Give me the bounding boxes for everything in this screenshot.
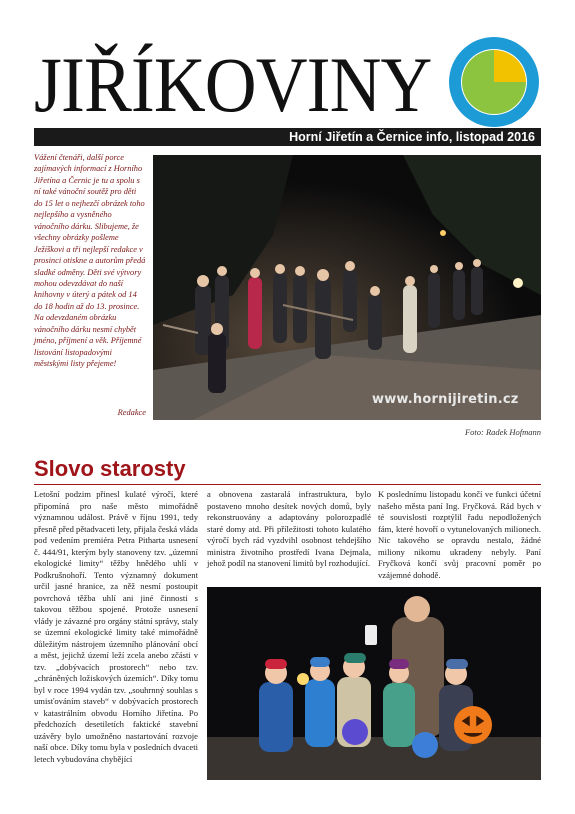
editorial-signature: Redakce [117,408,146,417]
title-rule [34,484,541,485]
logo-icon [448,36,540,128]
lantern-parade-photo [153,155,541,420]
article-title: Slovo starosty [34,456,186,481]
lantern-parade-illustration [153,155,541,420]
children-lanterns-photo [207,587,541,780]
newspaper-title: JIŘÍKOVINY [34,41,432,128]
photo-watermark: www.hornijiretin.cz [372,392,519,407]
photo-credit: Foto: Radek Hofmann [464,427,541,437]
issue-line: Horní Jiřetín a Černice info, listopad 2016 [289,130,535,144]
issue-bar [34,128,541,146]
children-lanterns-illustration [207,587,541,780]
masthead [34,38,449,130]
editorial-intro: Vážení čtenáři, další porce zajímavých informací z Horního Jiřetína a Černic je tu a spolu s ní také vánoční soutěž pro děti do 15 let o nejhezčí obrázek toho nejlepšího a vysněného vánočního dárku. Slibujeme, že všechny obrázky pošleme Ježíškovi a tři nejlepší redakce v prosinci otiskne a autorům předá sladké odměny. Děti své výtvory mohou odevzdávat do naší knihovny v úterý a pátek od 14 do 18 hodin až do 13. prosince. Na odevzdaném obrázku vánočního dárku nesmí chybět jméno, příjmení a věk. Příjemné listování listopadovými městskými listy přejeme! [34,153,146,369]
article-column-2: a obnovena zastaralá infrastruktura, bylo postaveno mnoho desítek nových domů, byly rekonstruovány a adaptovány polorozpadlé staré domy atd. Při příležitosti tohoto kulatého výročí bych rád vyzdvihl osobnost tehdejšího ministra životního prostředí Ivana Dejmala, jehož podíl na stanovení limitů byl rozhodující. [207,489,371,568]
article-column-1: Letošní podzim přinesl kulaté výročí, které připomíná pro naše město mimořádně významnou událost. Právě v říjnu 1991, tedy přesně před pětadvaceti lety, přijala česká vláda pod vedením premiéra Petra Pitharta usnesení č. 444/91, kterým byly stanoveny tzv. „územní ekologické limity“ těžby hnědého uhlí v Podkrušnohoří. Tento významný dokument určil jasné hranice, za něž nesmí postoupit povrchová těžba uhlí ani jiné činnosti s takovou těžbou spojené. Protože usnesení vlády je závazné pro orgány státní správy, staly se územní ekologické limity také mimořádně důležitým nástrojem územního plánování obcí a měst, jejichž území leží zcela anebo zčásti v tzv. „dobývacích prostorech“ nebo tzv. „chráněných ložiskových územích“. Díky tomu byl v roce 1994 vydán tzv. „souhrnný souhlas s umisťováním staveb“ v dobývacích prostorech v katastrálním obvodu Horního Jiřetína. Po předchozích desetiletích faktické stavební uzávěry bylo umožněno nastartování rozvoje naší obce. Díky tomu byla v posledních dvaceti letech vybudována chybějící [34,489,198,764]
article-column-3: K poslednímu listopadu končí ve funkci účetní našeho města paní Ing. Fryčková. Rád bych v té souvislosti rozptýlil řadu nepodložených fám, které hovoří o vytunelovaných milionech. Nic takového se opravdu nestalo, žádné miliony nikomu ukradeny nebyly. Paní Fryčková končí svůj pracovní poměr po vzájemné dohodě. [378,489,541,580]
